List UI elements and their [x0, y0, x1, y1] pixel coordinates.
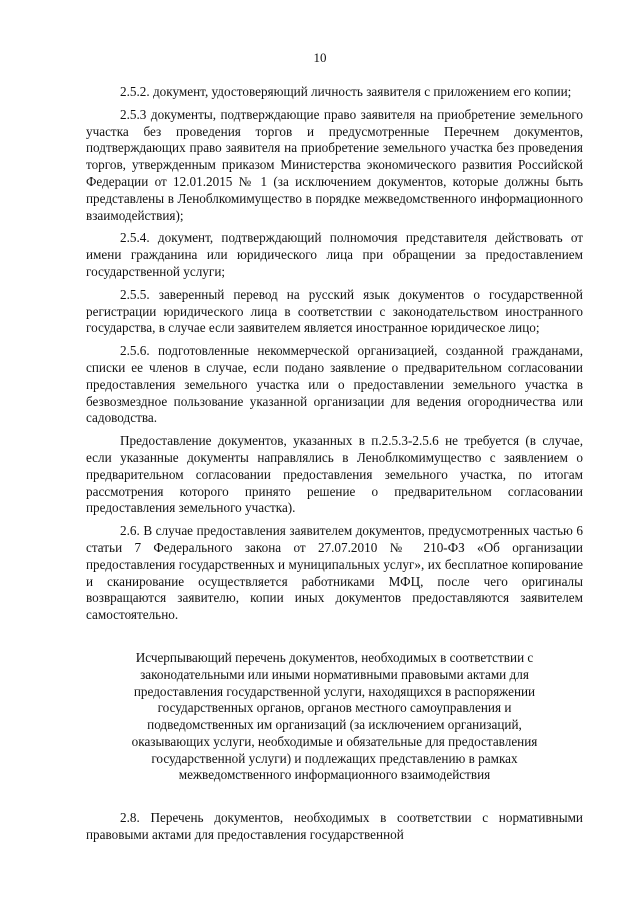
document-body — [86, 84, 583, 850]
paragraph-2-5-6: 2.5.6. подготовленные некоммерческой организацией, созданной гражданами, списки ее членов в случае, если подано заявление о предварительном согласовании предоставления земельного участка или о предоставлении земельного участка в безвозмездное пользование указанной организации для ведения огородничества или садоводства. — [86, 343, 583, 426]
heading-line: оказывающих услуги, необходимые и обязательные для предоставления — [131, 733, 538, 749]
paragraph-2-5-2: 2.5.2. документ, удостоверяющий личность заявителя с приложением его копии; — [120, 84, 572, 99]
heading-line: межведомственного информационного взаимодействия — [178, 767, 491, 783]
page-number: 10 — [313, 50, 327, 65]
paragraph-2-5-4: 2.5.4. документ, подтверждающий полномочия представителя действовать от имени гражданина или юридического лица при обращении за предоставлением государственной услуги; — [86, 230, 583, 279]
heading-line: государственной услуги) и подлежащих представлению в рамках — [151, 750, 518, 766]
paragraph-2-5-5: 2.5.5. заверенный перевод на русский язык документов о государственной регистрации юридического лица в соответствии с законодательством иностранного государства, в случае если заявителем является иностранное юридическое лицо; — [86, 286, 583, 336]
paragraph-note: Предоставление документов, указанных в п.2.5.3-2.5.6 не требуется (в случае, если указанные документы направлялись в Леноблкомимущество с заявлением о предварительном согласовании предоставления земельного участка, по итогам рассмотрения которого принято решение о предварительном согласовании предоставления земельного участка). — [86, 433, 583, 516]
paragraph-2-8: 2.8. Перечень документов, необходимых в соответствии с нормативными правовыми актами для предоставления государственной — [86, 810, 583, 843]
heading-line: Исчерпывающий перечень документов, необходимых в соответствии с — [135, 649, 534, 665]
paragraph-2-5-3: 2.5.3 документы, подтверждающие право заявителя на приобретение земельного участка без проведения торгов и предусмотренные Перечнем документов, подтверждающих право заявителя на приобретение земельного участка без проведения торгов, утвержденным приказом Министерства экономического развития Российской Федерации от 12.01.2015 № 1 (за исключением документов, которые должны быть представлены в Леноблкомимущество в порядке межведомственного информационного взаимодействия); — [86, 106, 583, 223]
paragraph-2-6: 2.6. В случае предоставления заявителем документов, предусмотренных частью 6 статьи 7 Федерального закона от 27.07.2010 № 210-ФЗ «Об организации предоставления государственных и муниципальных услуг», их бесплатное копирование и сканирование осуществляется работниками МФЦ, после чего оригиналы возвращаются заявителю, копии иных документов предоставляются заявителем самостоятельно. — [86, 523, 583, 623]
heading-line: подведомственных им организаций (за исключением организаций, — [147, 717, 522, 733]
heading-line: законодательными или иными нормативными правовыми актами для — [140, 666, 529, 682]
section-heading — [86, 650, 583, 784]
heading-line: государственных органов, органов местного самоуправления и — [157, 700, 512, 716]
heading-line: предоставления государственной услуги, находящихся в распоряжении — [133, 683, 536, 699]
